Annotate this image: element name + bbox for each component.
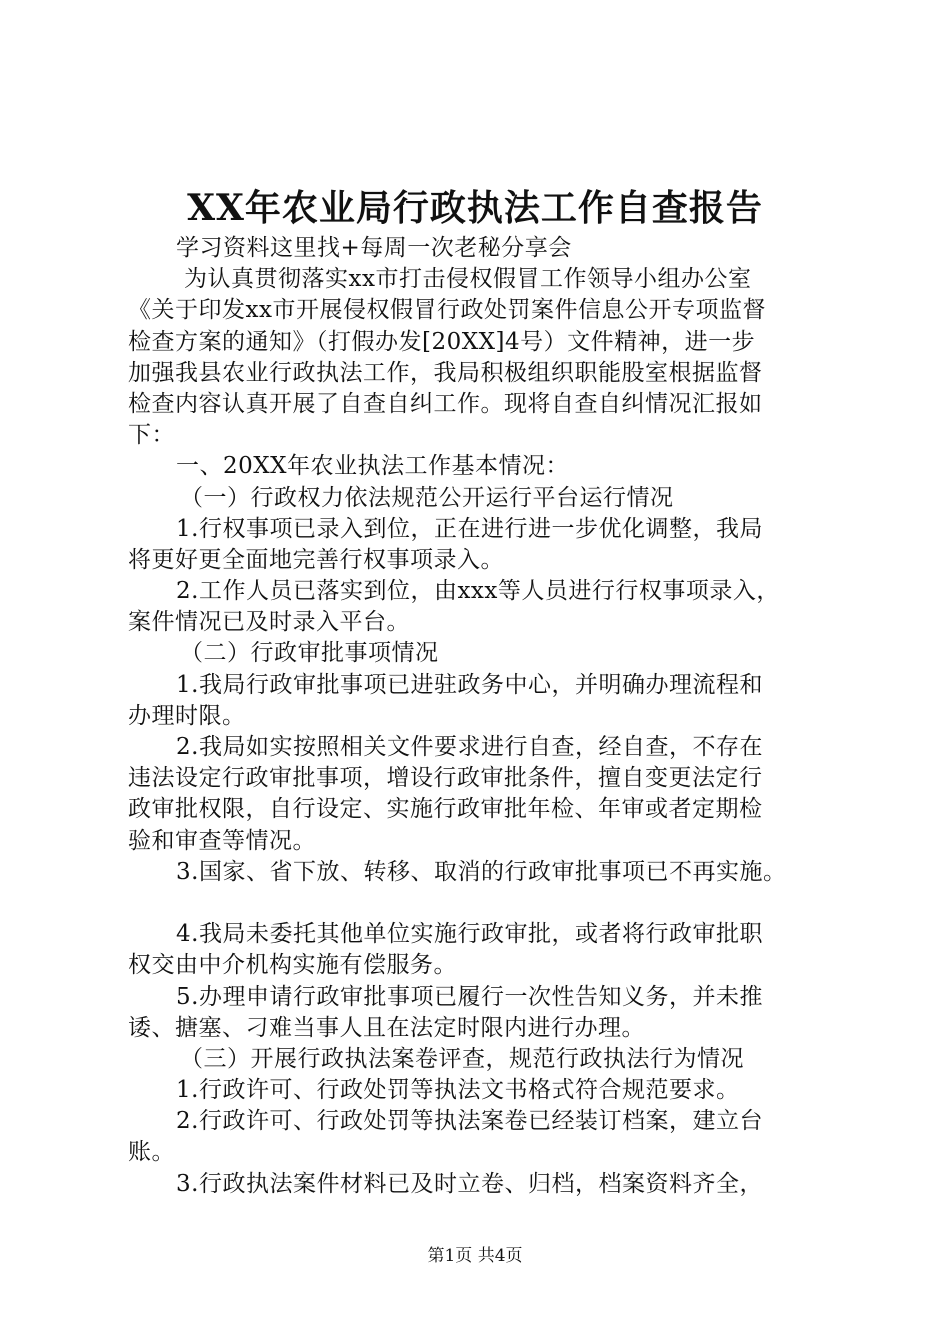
body-line: 一、20XX年农业执法工作基本情况： [176,453,570,480]
body-line: 办理时限。 [128,702,246,729]
body-line: 《关于印发xx市开展侵权假冒行政处罚案件信息公开专项监督 [128,297,766,324]
body-line: 政审批权限，自行设定、实施行政审批年检、年审或者定期检 [128,796,763,823]
body-line: 下： [128,422,175,449]
body-line: 违法设定行政审批事项，增设行政审批条件，擅自变更法定行 [128,765,763,792]
body-line: 3.国家、省下放、转移、取消的行政审批事项已不再实施。 [176,858,787,885]
body-line: 为认真贯彻落实xx市打击侵权假冒工作领导小组办公室 [184,266,752,293]
body-line: 诿、搪塞、刁难当事人且在法定时限内进行办理。 [128,1014,645,1041]
body-line: 账。 [128,1139,175,1166]
body-line: （一）行政权力依法规范公开运行平台运行情况 [180,484,674,511]
body-line: 4.我局未委托其他单位实施行政审批，或者将行政审批职 [176,921,763,948]
body-line: 学习资料这里找+每周一次老秘分享会 [176,235,572,261]
body-line: 检查内容认真开展了自查自纠工作。现将自查自纠情况汇报如 [128,390,763,417]
body-line: 1.行权事项已录入到位，正在进行进一步优化调整，我局 [176,515,763,542]
body-line: 1.我局行政审批事项已进驻政务中心，并明确办理流程和 [176,671,763,698]
body-line: 加强我县农业行政执法工作，我局积极组织职能股室根据监督 [128,359,763,386]
body-line: （二）行政审批事项情况 [180,640,439,667]
body-line: （三）开展行政执法案卷评查，规范行政执法行为情况 [180,1045,744,1072]
document-body [128,233,858,1200]
body-line: 2.工作人员已落实到位，由xxx等人员进行行权事项录入， [176,578,780,605]
body-line: 5.办理申请行政审批事项已履行一次性告知义务，并未推 [176,983,763,1010]
blank-line [128,888,858,919]
body-line: 验和审查等情况。 [128,827,316,854]
body-line: 检查方案的通知》（打假办发[20XX]4号）文件精神，进一步 [128,328,756,355]
document-title: XX年农业局行政执法工作自查报告 [187,187,763,229]
body-line: 2.行政许可、行政处罚等执法案卷已经装订档案，建立台 [176,1108,763,1135]
body-line: 案件情况已及时录入平台。 [128,609,410,636]
body-line: 权交由中介机构实施有偿服务。 [128,952,457,979]
body-line: 1.行政许可、行政处罚等执法文书格式符合规范要求。 [176,1077,740,1104]
page-footer: 第1页 共4页 [427,1246,523,1266]
body-line: 将更好更全面地完善行权事项录入。 [128,546,504,573]
body-line: 3.行政执法案件材料已及时立卷、归档，档案资料齐全， [176,1170,763,1197]
body-line: 2.我局如实按照相关文件要求进行自查，经自查，不存在 [176,734,763,760]
